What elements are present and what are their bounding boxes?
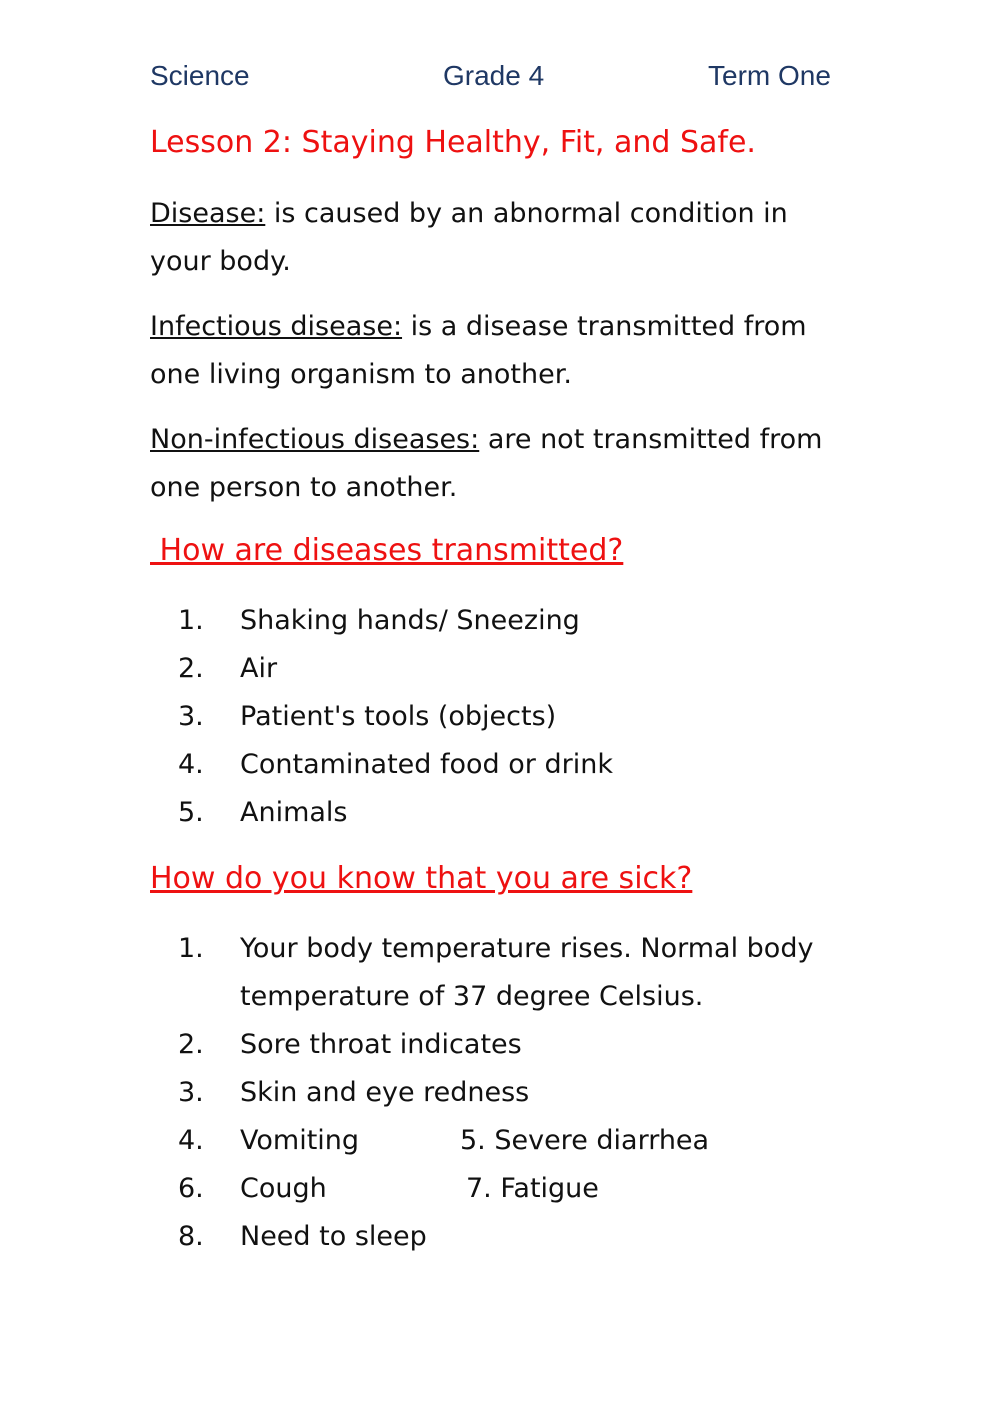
list-text-secondary: 5. Severe diarrhea [460,1125,710,1156]
list-number: 3. [178,1077,204,1108]
list-number: 6. [178,1173,204,1204]
list-number: 1. [178,933,204,964]
lesson-title: Lesson 2: Staying Healthy, Fit, and Safe. [150,125,756,160]
definition-term: Non-infectious diseases: [150,424,480,455]
list-item [178,925,858,1021]
list-item [178,597,858,645]
list-text: Sore throat indicates [240,1029,522,1060]
list-number: 3. [178,701,204,732]
page-header [150,60,850,100]
list-item [178,1213,858,1261]
list-text-secondary: 7. Fatigue [466,1173,599,1204]
list-text: Your body temperature rises. Normal body [240,933,814,964]
list-item [178,789,858,837]
list-number: 2. [178,1029,204,1060]
list-item [178,1069,858,1117]
list-text: Cough [240,1173,327,1204]
list-number: 5. [178,797,204,828]
definition-non-infectious-diseases [150,416,850,512]
list-item [178,1165,858,1213]
list-number: 4. [178,1125,204,1156]
list-item [178,1117,858,1165]
definition-term: Infectious disease: [150,311,403,342]
list-text: Contaminated food or drink [240,749,613,780]
list-item [178,645,858,693]
list-text: Shaking hands/ Sneezing [240,605,580,636]
symptoms-list [178,925,858,1261]
list-text: Animals [240,797,348,828]
list-number: 2. [178,653,204,684]
definition-disease [150,190,850,286]
definition-text: are not transmitted from one person to another. [150,424,823,503]
list-text: Air [240,653,278,684]
header-grade: Grade 4 [443,60,545,91]
header-term: Term One [708,60,831,91]
definition-text: is a disease transmitted from one living organism to another. [150,311,807,390]
definition-term: Disease: [150,198,266,229]
list-text: Need to sleep [240,1221,427,1252]
list-number: 1. [178,605,204,636]
list-text: Skin and eye redness [240,1077,530,1108]
list-item [178,741,858,789]
definition-text: is caused by an abnormal condition in your body. [150,198,788,277]
transmission-list [178,597,858,837]
list-item [178,1021,858,1069]
list-text-continuation: temperature of 37 degree Celsius. [240,981,704,1012]
symptoms-heading: How do you know that you are sick? [150,861,693,896]
list-number: 4. [178,749,204,780]
list-number: 8. [178,1221,204,1252]
transmission-heading: How are diseases transmitted? [150,533,624,568]
list-item [178,693,858,741]
list-text: Patient's tools (objects) [240,701,557,732]
header-subject: Science [150,60,250,91]
list-text: Vomiting [240,1125,360,1156]
definition-infectious-disease [150,303,850,399]
